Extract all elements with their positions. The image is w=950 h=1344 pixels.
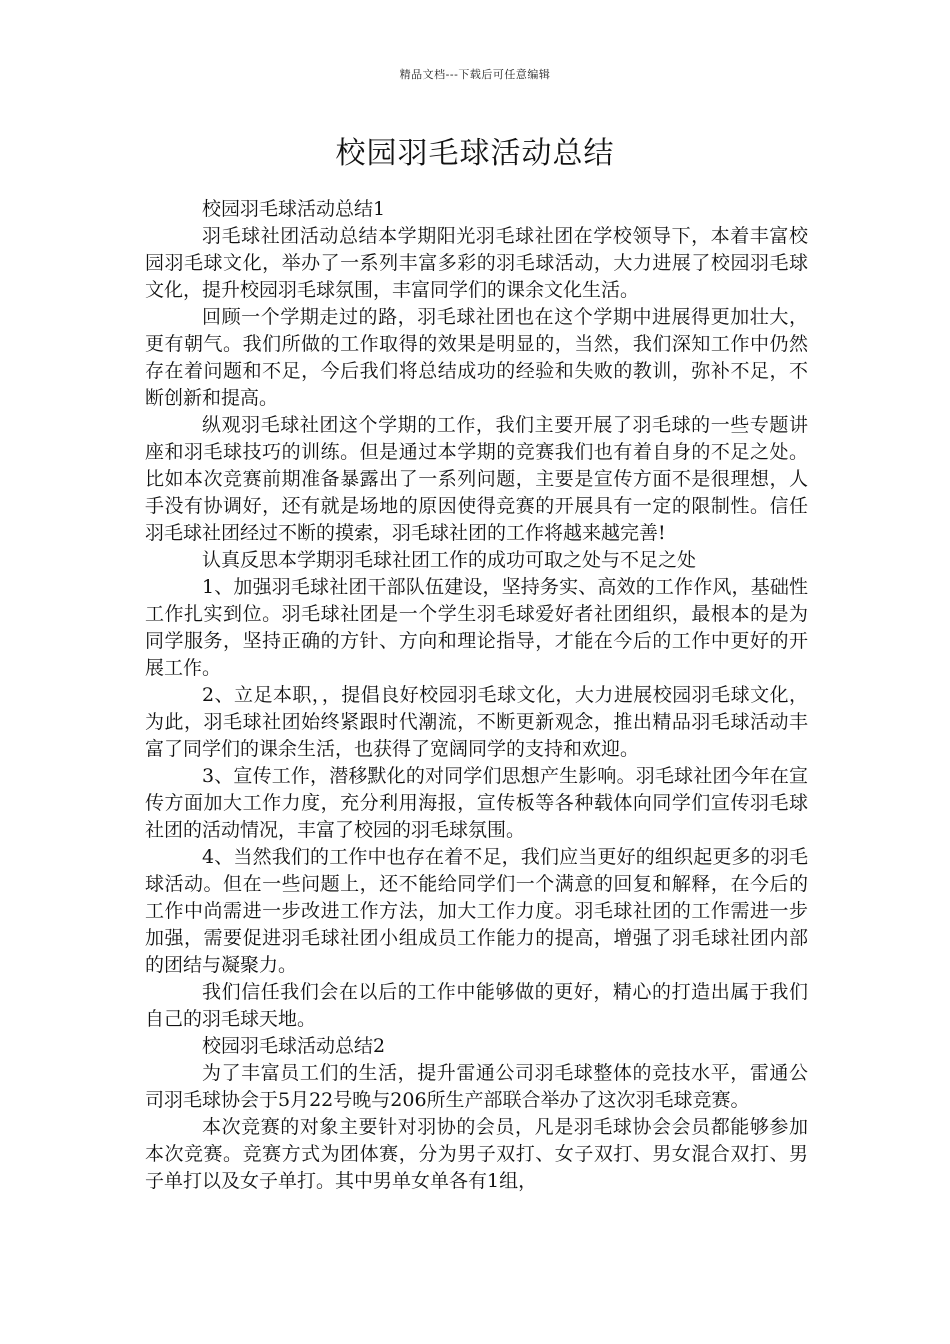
paragraph: 本次竞赛的对象主要针对羽协的会员，凡是羽毛球协会会员都能够参加本次竞赛。竞赛方式为团体赛，分为男子双打、女子双打、男女混合双打、男子单打以及女子单打。其中男单女单各有1组，	[145, 1116, 808, 1192]
paragraph: 认真反思本学期羽毛球社团工作的成功可取之处与不足之处	[202, 549, 697, 571]
paragraph: 2、立足本职，，提倡良好校园羽毛球文化，大力进展校园羽毛球文化，为此，羽毛球社团始终紧跟时代潮流，不断更新观念，推出精品羽毛球活动丰富了同学们的课余生活，也获得了宽阔同学的支持和欢迎。	[145, 684, 808, 760]
paragraph: 回顾一个学期走过的路，羽毛球社团也在这个学期中进展得更加壮大，更有朝气。我们所做的工作取得的效果是明显的，当然，我们深知工作中仍然存在着问题和不足，今后我们将总结成功的经验和失败的教训，弥补不足，不断创新和提高。	[145, 306, 808, 409]
paragraph: 为了丰富员工们的生活，提升雷通公司羽毛球整体的竞技水平，雷通公司羽毛球协会于5月22号晚与206所生产部联合举办了这次羽毛球竞赛。	[145, 1062, 808, 1111]
document-body	[145, 196, 808, 1195]
section-heading-1: 校园羽毛球活动总结1	[202, 198, 386, 220]
paragraph: 我们信任我们会在以后的工作中能够做的更好，精心的打造出属于我们自己的羽毛球天地。	[145, 981, 808, 1030]
header-note: 精品文档---下载后可任意编辑	[399, 68, 551, 81]
paragraph: 纵观羽毛球社团这个学期的工作，我们主要开展了羽毛球的一些专题讲座和羽毛球技巧的训练。但是通过本学期的竞赛我们也有着自身的不足之处。比如本次竞赛前期准备暴露出了一系列问题，主要是宣传方面不是很理想，人手没有协调好，还有就是场地的原因使得竞赛的开展具有一定的限制性。信任羽毛球社团经过不断的摸索，羽毛球社团的工作将越来越完善!	[145, 414, 808, 544]
paragraph: 1、加强羽毛球社团干部队伍建设，坚持务实、高效的工作作风，基础性工作扎实到位。羽毛球社团是一个学生羽毛球爱好者社团组织，最根本的是为同学服务，坚持正确的方针、方向和理论指导，才能在今后的工作中更好的开展工作。	[145, 576, 808, 679]
paragraph: 4、当然我们的工作中也存在着不足，我们应当更好的组织起更多的羽毛球活动。但在一些问题上，还不能给同学们一个满意的回复和解释，在今后的工作中尚需进一步改进工作方法，加大工作力度。羽毛球社团的工作需进一步加强，需要促进羽毛球社团小组成员工作能力的提高，增强了羽毛球社团内部的团结与凝聚力。	[145, 846, 808, 976]
section-heading-2: 校园羽毛球活动总结2	[202, 1035, 386, 1057]
document-title: 校园羽毛球活动总结	[335, 136, 615, 171]
paragraph: 羽毛球社团活动总结本学期阳光羽毛球社团在学校领导下，本着丰富校园羽毛球文化，举办了一系列丰富多彩的羽毛球活动，大力进展了校园羽毛球文化，提升校园羽毛球氛围，丰富同学们的课余文化生活。	[145, 225, 808, 301]
paragraph: 3、宣传工作，潜移默化的对同学们思想产生影响。羽毛球社团今年在宣传方面加大工作力度，充分利用海报，宣传板等各种载体向同学们宣传羽毛球社团的活动情况，丰富了校园的羽毛球氛围。	[145, 765, 808, 841]
